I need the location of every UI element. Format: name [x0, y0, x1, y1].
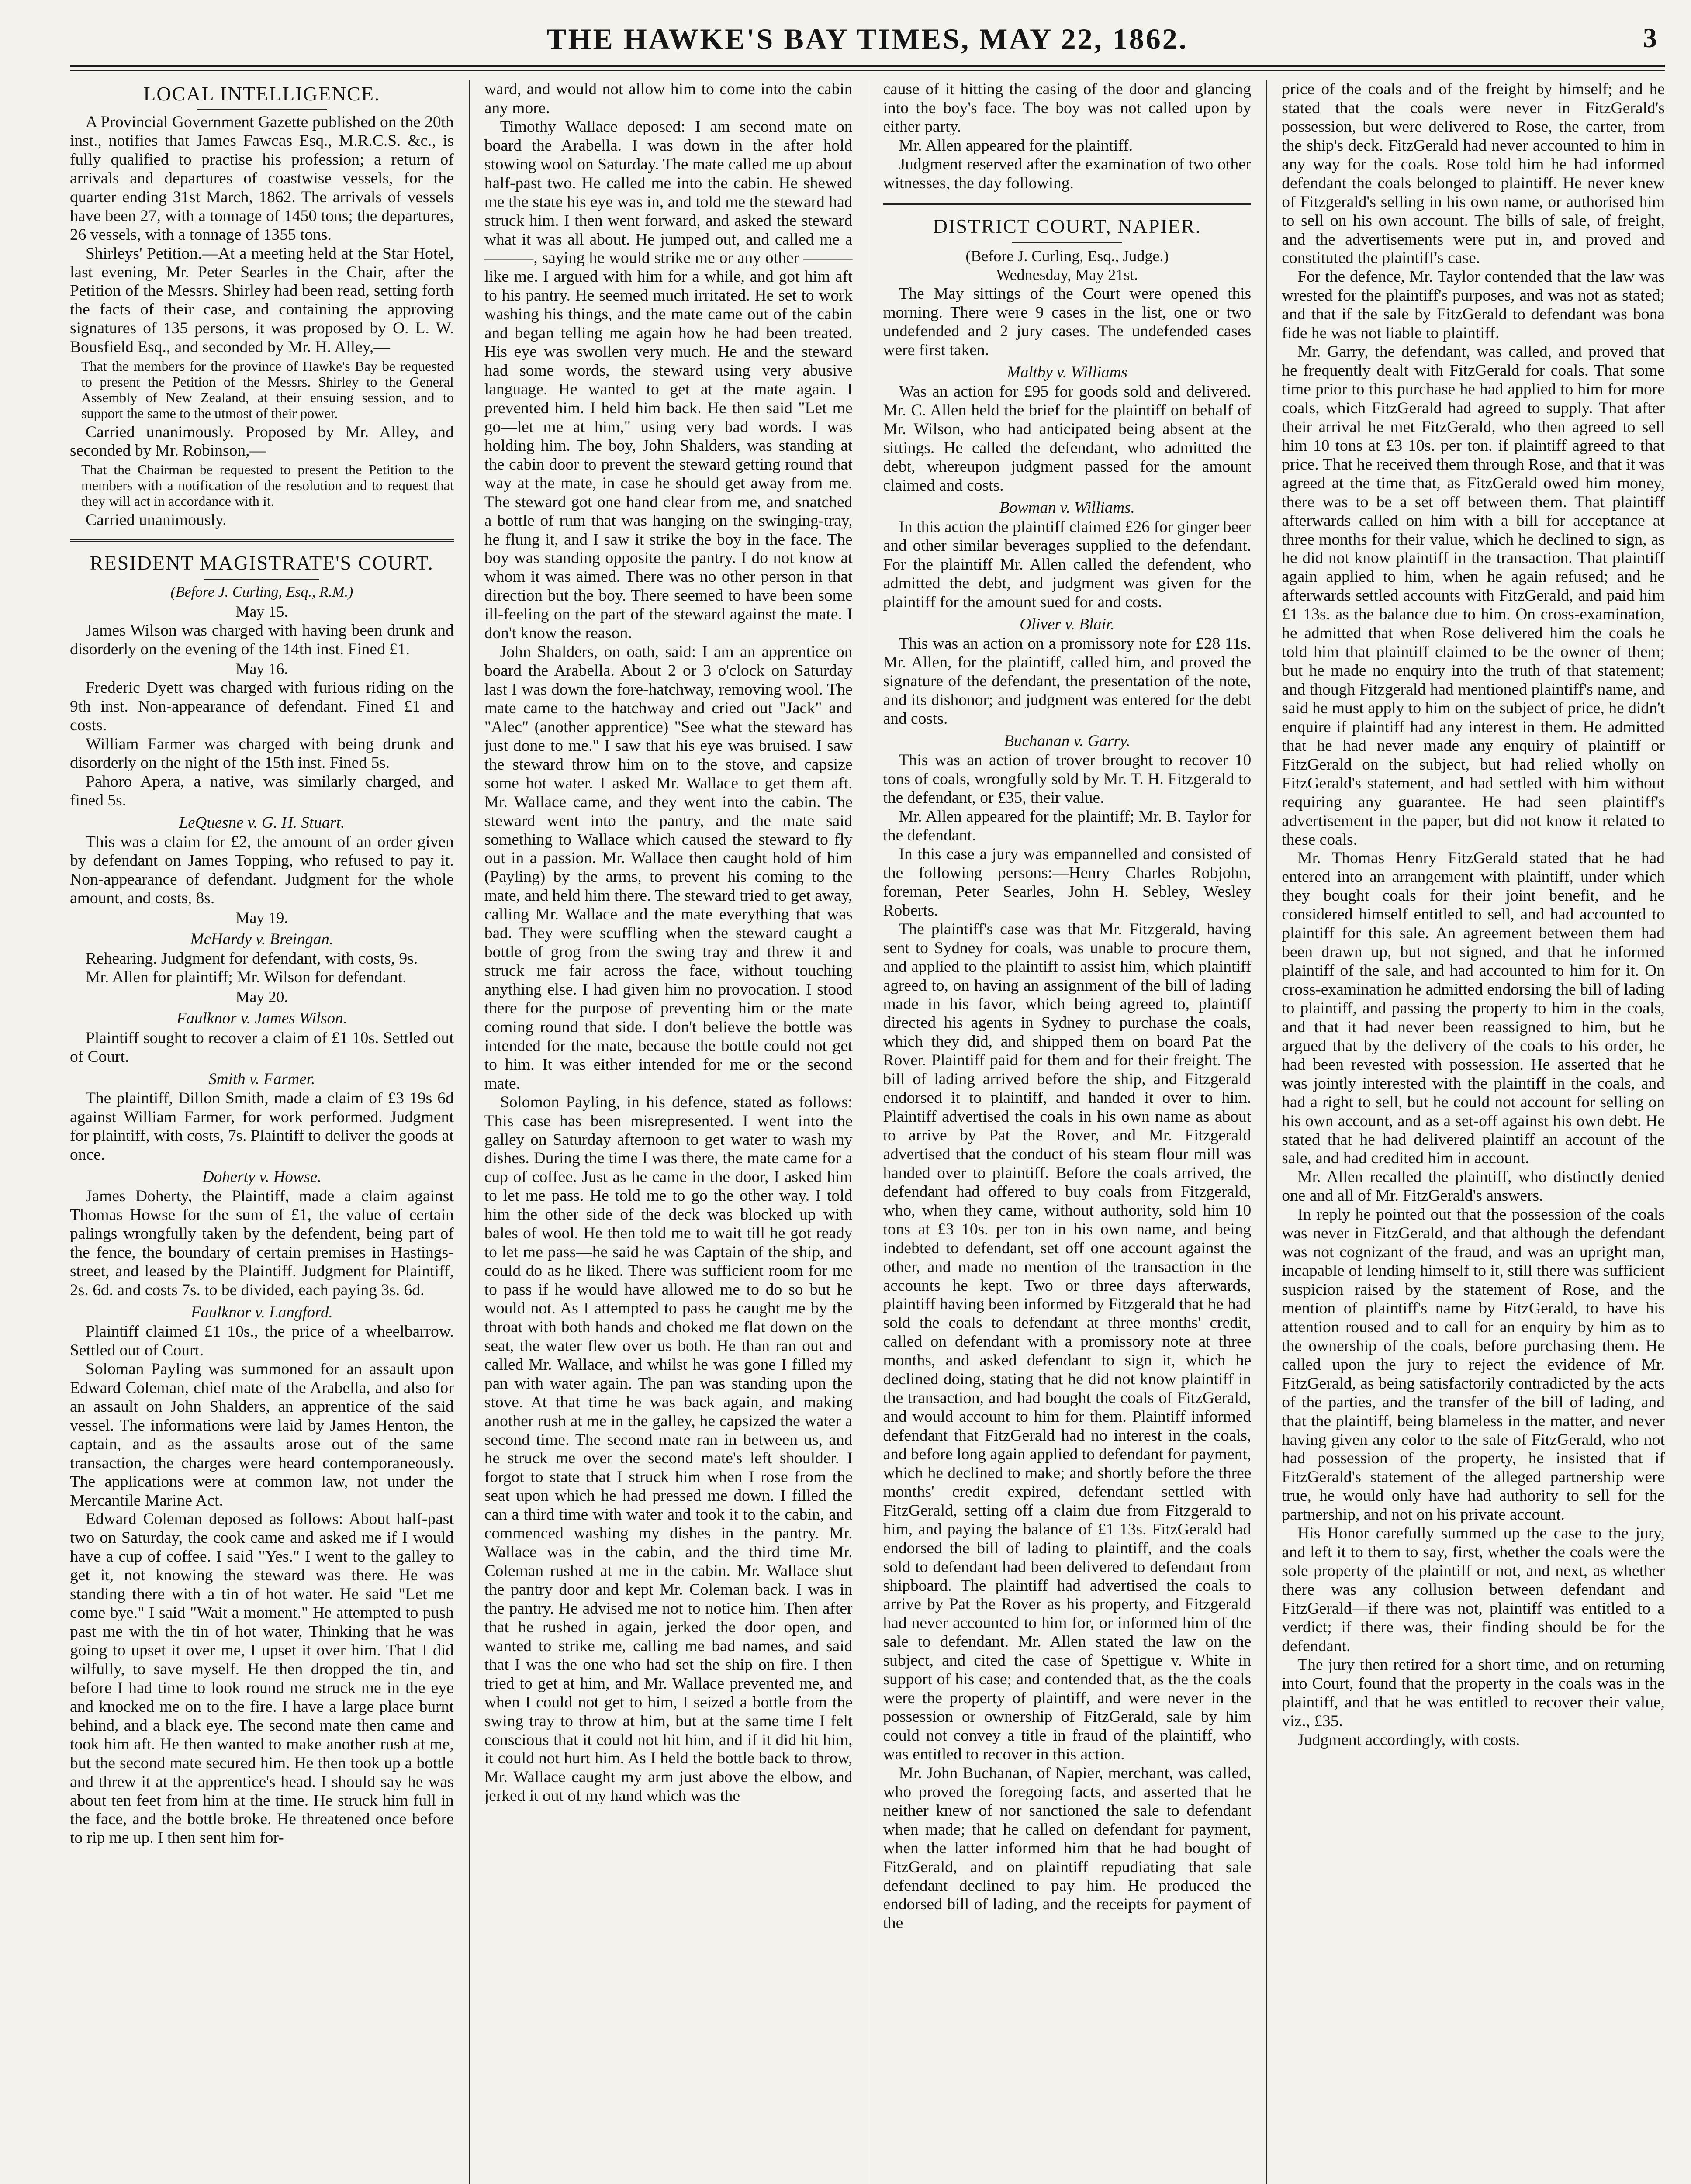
case-title: Faulknor v. Langford. [190, 1303, 333, 1321]
case-paragraph: Frederic Dyett was charged with furious riding on the 9th inst. Non-appearance of defendant. Fined £1 and costs. [70, 679, 454, 734]
case-paragraph: Plaintiff claimed £1 10s., the price of a wheelbarrow. Settled out of Court. [70, 1323, 454, 1359]
divider [1012, 242, 1122, 243]
date-line: May 20. [235, 988, 288, 1006]
case-title: Faulknor v. James Wilson. [176, 1009, 347, 1028]
column-3 [868, 80, 1266, 2184]
case-paragraph: Mr. Garry, the defendant, was called, and proved that he frequently dealt with FitzGerald for coals. That some time prior to this purchase he had applied to him for more coals, which FitzGerald had agreed to supply. That after their arrival he met FitzGerald, who then agreed to sell him 10 tons at £3 10s. per ton. if plaintiff agreed to that price. That he received them through Rose, and that it was agreed at the time that, as FitzGerald owed him money, there was to be a set off between them. That plaintiff afterwards called on him with a bill for acceptance at three months for their value, which he declined to sign, as he did not know plaintiff in the transaction. That plaintiff again applied to him, when he again refused; and he afterwards settled accounts with FitzGerald, and paid him £1 13s. as the balance due to him. On cross-examination, he admitted that when Rose delivered him the coals he told him that plaintiff claimed to be the owner of them; but he made no enquiry into the truth of that statement; and though Fitzgerald had mentioned plaintiff's name, and said he must apply to him on the subject of price, he didn't enquire if plaintiff had any interest in them. He admitted that he had never made any enquiry of plaintiff or FitzGerald on the subject, but had relied wholly on FitzGerald's statement, and had settled with him without requiring any guarantee. He had seen plaintiff's advertisement in the paper, but did not know it related to these coals. [1282, 343, 1665, 849]
carried-paragraph: Carried unanimously. Proposed by Mr. Alley, and seconded by Mr. Robinson,— [70, 423, 454, 460]
deposition-paragraph: Edward Coleman deposed as follows: About half-past two on Saturday, the cook came and asked me if I would have a cup of coffee. I said "Yes." I went to the galley to get it, not knowing the steward was there. He was standing there with a tin of hot water. He said "Let me come bye." I said "Wait a moment." He attempted to push past me with the tin of hot water, Thinking that he was going to upset it over me, I upset it over him. That I did wilfully, to save myself. He then dropped the tin, and before I had time to look round me struck me in the eye and knocked me on to the fire. I have a large place burnt behind, and a black eye. The second mate then came and took him aft. He then wanted to make another rush at me, but the second mate secured him. He then took up a bottle and threw it at the apprentice's head. I should say he was about ten feet from him at the time. He struck him full in the face, and the bottle broke. He threatened once before to rip me up. I then sent him for- [70, 1510, 454, 1847]
case-paragraph: Mr. Allen appeared for the plaintiff. [899, 136, 1133, 155]
column-4 [1266, 80, 1665, 2184]
case-paragraph: Mr. Thomas Henry FitzGerald stated that he had entered into an arrangement with plaintiff, under which they bought coals for their joint benefit, and he considered himself entitled to sell, and had accounted to plaintiff for this sale. An agreement between them had been drawn up, but not signed, and that he informed plaintiff of the sale, and had accounted to him for it. On cross-examination he admitted endorsing the bill of lading to plaintiff, and passing the property to him in the coals, and that it had never been reassigned to him, but he argued that by the delivery of the coals to his order, he had been revested with possession. He asserted that he was jointly interested with the plaintiff in the coals, and had a right to sell, but he could not account for selling on his own account, and as a set-off against his own debt. He stated that he had delivered plaintiff an account of the sale, and had credited him in account. [1282, 849, 1665, 1168]
rm-court-before: (Before J. Curling, Esq., R.M.) [170, 584, 353, 600]
case-paragraph: The jury then retired for a short time, and on returning into Court, found that the property in the coals was in the plaintiff, and that he was entitled to recover their value, viz., £35. [1282, 1655, 1665, 1730]
case-title: Oliver v. Blair. [1020, 615, 1115, 633]
case-paragraph: In reply he pointed out that the possession of the coals was never in FitzGerald, and that although the defendant was not cognizant of the fraud, and was an upright man, incapable of lending himself to it, still there was sufficient suspicion raised by the statement of Rose, and the mention of plaintiff's name by FitzGerald, to have his attention roused and to call for an enquiry by him as to the ownership of the coals, before purchasing them. He called upon the jury to reject the evidence of Mr. FitzGerald, as being satisfactorily contradicted by the acts of the parties, and the transfer of the bill of lading, and that the plaintiff, being blameless in the matter, and never having given any color to the sale of FitzGerald, who not had possession of the property, he insisted that if FitzGerald's statement of the alleged partnership were true, he would only have had authority to sell for the partnership, and not on his private account. [1282, 1206, 1665, 1524]
case-title: McHardy v. Breingan. [190, 930, 334, 948]
case-title: Smith v. Farmer. [208, 1070, 315, 1088]
continued-paragraph: price of the coals and of the freight by himself; and he stated that the coals were never in FitzGerald's possession, but were delivered to Rose, the carter, from the ship's deck. FitzGerald had never accounted to him in any way for the coals. Rose told him he had informed defendant the coals belonged to plaintiff. He never knew of Fitzgerald's selling in his own name, or authorised him to sell on his own account. The bills of sale, of freight, and the advertisements were put in, and proved and constituted the plaintiff's case. [1282, 80, 1665, 267]
date-line: May 15. [235, 602, 288, 620]
continued-paragraph: ward, and would not allow him to come into the cabin any more. [484, 80, 853, 117]
case-paragraph: This was an action of trover brought to recover 10 tons of coals, wrongfully sold by Mr. T. H. Fitzgerald to the defendant, or £35, their value. [883, 751, 1252, 807]
case-title: LeQuesne v. G. H. Stuart. [179, 813, 345, 832]
case-paragraph: James Doherty, the Plaintiff, made a claim against Thomas Howse for the sum of £1, the value of certain palings wrongfully taken by the defendent, being part of the fence, the boundary of certain premises in Hastings-street, and leased by the Plaintiff. Judgment for Plaintiff, 2s. 6d. and costs 7s. to be divided, each paying 3s. 6d. [70, 1187, 454, 1299]
case-title: Maltby v. Williams [1007, 363, 1127, 381]
case-paragraph: Soloman Payling was summoned for an assault upon Edward Coleman, chief mate of the Arabella, and also for an assault on John Shalders, an apprentice of the said vessel. The informations were laid by James Henton, the captain, and as the assaults arose out of the same transaction, the charges were heard contemporaneously. The applications were at common law, not under the Mercantile Marine Act. [70, 1360, 454, 1510]
case-paragraph: In this action the plaintiff claimed £26 for ginger beer and other similar beverages supplied to the defendant. For the plaintiff Mr. Allen called the defendent, who admitted the debt, and judgment was given for the plaintiff for the amount sued for and costs. [883, 518, 1252, 611]
case-paragraph: The plaintiff, Dillon Smith, made a claim of £3 19s 6d against William Farmer, for work performed. Judgment for plaintiff, with costs, 7s. Plaintiff to deliver the goods at once. [70, 1089, 454, 1164]
case-title: Bowman v. Williams. [999, 498, 1135, 517]
case-paragraph: In this case a jury was empannelled and consisted of the following persons:—Henry Charles Robjohn, foreman, Peter Searles, John H. Sebley, Wesley Roberts. [883, 845, 1252, 919]
column-2 [469, 80, 868, 2184]
case-paragraph: Mr. Allen appeared for the plaintiff; Mr. B. Taylor for the defendant. [883, 808, 1252, 844]
case-paragraph: Judgment reserved after the examination of two other witnesses, the day following. [883, 155, 1252, 192]
case-paragraph: His Honor carefully summed up the case to the jury, and left it to them to say, first, whether the coals were the sole property of the plaintiff or not, and next, as whether there was any collusion between defendant and FitzGerald—if there was not, plaintiff was entitled to a verdict; if there was, their finding should be for the defendant. [1282, 1524, 1665, 1655]
case-paragraph: Mr. John Buchanan, of Napier, merchant, was called, who proved the foregoing facts, and asserted that he neither knew of nor sanctioned the sale to defendant when made; that he called on defendant for payment, when the latter informed him that he had bought of FitzGerald, and on plaintiff repudiating that sale defendant declined to pay him. He produced the endorsed bill of lading, and the receipts for payment of the [883, 1764, 1252, 1932]
resolution-2: That the Chairman be requested to present the Petition to the members with a notification of the resolution and to request that they will act in accordance with it. [81, 462, 454, 509]
resolution-1: That the members for the province of Hawke's Bay be requested to present the Petition of the Messrs. Shirley to the General Assembly of New Zealand, at their ensuing session, and to support the same to the utmost of their power. [81, 358, 454, 421]
case-paragraph: This was an action on a promissory note for £28 11s. Mr. Allen, for the plaintiff, called him, and proved the signature of the defendant, the presentation of the note, and its dishonor; and judgment was entered for the debt and costs. [883, 635, 1252, 728]
deposition-paragraph: John Shalders, on oath, said: I am an apprentice on board the Arabella. About 2 or 3 o'clock on Saturday last I was down the fore-hatchway, removing wool. The mate came to the hatchway and cried out "Jack" and "Alec" (another apprentice) "See what the steward has just done to me." I saw that his eye was bruised. I saw the steward throw him on to the stove, and capsize some hot water. I asked Mr. Wallace to get them aft. Mr. Wallace came, and they went into the cabin. The steward went into the pantry, and the mate said something to Wallace which caused the steward to fly out in a passion. Mr. Wallace then caught hold of him (Payling) by the arms, to prevent his coming to the mate, and held him there. The steward tried to get away, calling Mr. Wallace and the mate everything that was bad. They were scuffling when the steward caught a bottle of grog from the swing tray and threw it and struck me fair across the face, without touching anything else. I had given him no provocation. I stood there for the purpose of preventing him or the mate coming round that side. I don't believe the bottle was intended for the mate, because the bottle could not get to him. It was either intended for me or the second mate. [484, 643, 853, 1092]
date-line: May 19. [235, 909, 288, 926]
case-paragraph: William Farmer was charged with being drunk and disorderly on the night of the 15th inst. Fined 5s. [70, 735, 454, 772]
newspaper-title: THE HAWKE'S BAY TIMES, MAY 22, 1862. [546, 22, 1188, 55]
case-paragraph: Judgment accordingly, with costs. [1297, 1731, 1520, 1749]
district-court-heading: DISTRICT COURT, NAPIER. [933, 214, 1201, 237]
double-divider [883, 203, 1252, 205]
page-number: 3 [1643, 22, 1657, 53]
masthead [70, 13, 1665, 67]
rm-court-heading: RESIDENT MAGISTRATE'S COURT. [90, 551, 434, 574]
case-paragraph: Plaintiff sought to recover a claim of £1 10s. Settled out of Court. [70, 1029, 454, 1066]
deposition-paragraph: Timothy Wallace deposed: I am second mate on board the Arabella. I was down in the after hold stowing wool on Saturday. The mate called me up about half-past two. He called me into the cabin. He shewed me the state his eye was in, and told me the steward had struck him. I then went forward, and asked the steward what it was all about. He jumped out, and called me a ———, saying he would strike me or any other ——— like me. I argued with him for a while, and got him aft to his pantry. He seemed much irritated. He set to work washing his things, and the mate came out of the cabin and began telling me again how he had been treated. His eye was swollen very much. He and the steward had some words, the steward using very abusive language. He wanted to get at the mate again. I prevented him. I held him back. He then said "Let me go—let me at him," using very bad words. I was holding him. The boy, John Shalders, was standing at the cabin door to prevent the steward getting round that way at the mate, in case he should get away from me. The steward got one hand clear from me, and snatched a bottle of rum that was hanging on the swinging-tray, he flung it, and I saw it strike the boy in the face. The boy was standing opposite the pantry. I do not know at whom it was aimed. There was no other person in that direction but the boy. There seemed to have been some ill-feeling on the part of the steward against the mate. I don't know the reason. [484, 117, 853, 643]
court-before: (Before J. Curling, Esq., Judge.) [965, 247, 1169, 265]
case-title: Buchanan v. Garry. [1004, 732, 1131, 750]
defence-paragraph: Solomon Payling, in his defence, stated as follows: This case has been misrepresented. I went into the galley on Saturday afternoon to get water to wash my dishes. During the time I was there, the mate came for a cup of coffee. Just as he came in the door, I asked him to let me pass. He told me to go the other way. I told him the other side of the deck was blocked up with bales of wool. He then told me to wait till he got ready to let me pass—he said he was Captain of the ship, and could do as he liked. There was sufficient room for me to pass if he would have allowed me to do so but he would not. As I attempted to pass he caught me by the throat with both hands and choked me flat down on the seat, the water flew over us both. He than ran out and called Mr. Wallace, and whilst he was gone I filled my pan with water again. The pan was standing upon the stove. At that time he was back again, and making another rush at me in the galley, he capsized the water a second time. The second mate ran in between us, and he struck me over the second mate's left shoulder. I forgot to state that I struck him when I rose from the seat upon which he had pressed me down. I filled the can a third time with water and took it to the cabin, and commenced washing my dishes in the pantry. Mr. Wallace was in the cabin, and the third time Mr. Coleman rushed at me in the cabin. Mr. Wallace shut the pantry door and kept Mr. Coleman back. I was in the pantry. He advised me not to notice him. Then after that he rushed in again, jerked the door open, and wanted to strike me, calling me bad names, and said that I was the one who had set the ship on fire. I then tried to get at him, and Mr. Wallace prevented me, and when I could not get to him, I seized a bottle from the swing tray to throw at him, but at the same time I felt conscious that it could not hit him, and if it did hit him, it could not hurt him. As I held the bottle back to throw, Mr. Wallace caught my arm just above the elbow, and jerked it out of my hand which was the [484, 1093, 853, 1805]
case-paragraph: Mr. Allen recalled the plaintiff, who distinctly denied one and all of Mr. FitzGerald's answers. [1282, 1168, 1665, 1205]
double-divider [70, 539, 454, 542]
case-paragraph: This was a claim for £2, the amount of an order given by defendant on James Topping, who refused to pay it. Non-appearance of defendant. Judgment for the whole amount, and costs, 8s. [70, 833, 454, 907]
case-paragraph: The plaintiff's case was that Mr. Fitzgerald, having sent to Sydney for coals, was unable to procure them, and applied to the plaintiff to assist him, which plaintiff agreed to, on having an assignment of the bill of lading made in his favor, which being agreed to, plaintiff directed his agents in Sydney to purchase the coals, which they did, and shipped them on board Pat the Rover. Plaintiff paid for them and for their freight. The bill of lading arrived before the ship, and Fitzgerald endorsed it to plaintiff, and handed it over to him. Plaintiff advertised the coals in his own name as about to arrive by Pat the Rover, and Mr. Fitzgerald advertised that the conduct of his steam flour mill was handed over to plaintiff. Before the coals arrived, the defendant had offered to buy coals from Fitzgerald, who, when they came, without authority, sold him 10 tons at £3 10s. per ton in his own name, and being indebted to defendant, set off one account against the other, and made no mention of the transaction in the accounts he kept. Two or three days afterwards, plaintiff having been informed by Fitzgerald that he had sold the coals to defendant at three months' credit, called on defendant with a promissory note at three months, and asked defendant to sign it, which he declined doing, stating that he did not know plaintiff in the transaction, and had bought the coals of FitzGerald, and would account to him for them. Plaintiff informed defendant that FitzGerald had no interest in the coals, and before long again applied to defendant for payment, which he declined to make; and shortly before the three months' credit expired, defendant settled with FitzGerald, setting off a claim due from Fitzgerald to him, and paying the balance of £1 13s. FitzGerald had endorsed the bill of lading to plaintiff, and the coals sold to defendant had been delivered to defendant from shipboard. The plaintiff had advertised the coals to arrive by Pat the Rover as his property, and Fitzgerald had never accounted to him for, or informed him of the sale to defendant. Mr. Allen stated the law on the subject, and cited the case of Spettigue v. White in support of his case; and contended that, as the the coals were the property of plaintiff, and were never in the possession or ownership of FitzGerald, sale by him could not convey a title in fraud of the plaintiff, who was entitled to recover in this action. [883, 920, 1252, 1763]
case-paragraph: For the defence, Mr. Taylor contended that the law was wrested for the plaintiff's purposes, and was not as stated; and that if the sale by FitzGerald to defendant was bona fide he was not liable to plaintiff. [1282, 268, 1665, 342]
date-line: Wednesday, May 21st. [996, 266, 1138, 283]
column-1 [70, 80, 469, 2184]
petition-paragraph: Shirleys' Petition.—At a meeting held at the Star Hotel, last evening, Mr. Peter Searles in the Chair, after the Petition of the Messrs. Shirley had been read, setting forth the facts of their case, and containing the approving signatures of 135 persons, it was proposed by O. L. W. Bousfield Esq., and seconded by Mr. H. Alley,— [70, 244, 454, 356]
case-paragraph: Mr. Allen for plaintiff; Mr. Wilson for defendant. [86, 968, 407, 987]
gazette-paragraph: A Provincial Government Gazette published on the 20th inst., notifies that James Fawcas Esq., M.R.C.S. &c., is fully qualified to practise his profession; a return of arrivals and departures of coastwise vessels, for the quarter ending 31st March, 1862. The arrivals of vessels have been 27, with a tonnage of 1450 tons; the departures, 26 vessels, with a tonnage of 1355 tons. [70, 113, 454, 244]
case-paragraph: James Wilson was charged with having been drunk and disorderly on the evening of the 14th inst. Fined £1. [70, 621, 454, 658]
divider [197, 109, 327, 110]
columns [70, 80, 1665, 2184]
date-line: May 16. [235, 660, 288, 677]
case-paragraph: Rehearing. Judgment for defendant, with costs, 9s. [86, 950, 418, 968]
case-title: Doherty v. Howse. [202, 1168, 322, 1186]
carried-paragraph-2: Carried unanimously. [86, 511, 227, 529]
continued-paragraph: cause of it hitting the casing of the door and glancing into the boy's face. The boy was not called upon by either party. [883, 80, 1252, 136]
case-paragraph: The May sittings of the Court were opened this morning. There were 9 cases in the list, one or two undefended and 2 jury cases. The undefended cases were first taken. [883, 285, 1252, 359]
divider [204, 579, 320, 580]
case-paragraph: Was an action for £95 for goods sold and delivered. Mr. C. Allen held the brief for the plaintiff on behalf of Mr. Wilson, who had anticipated being absent at the sittings. He called the defendant, who admitted the debt, whereupon judgment passed for the amount claimed and costs. [883, 383, 1252, 494]
local-intelligence-heading: LOCAL INTELLIGENCE. [143, 83, 380, 105]
case-paragraph: Pahoro Apera, a native, was similarly charged, and fined 5s. [70, 772, 454, 809]
